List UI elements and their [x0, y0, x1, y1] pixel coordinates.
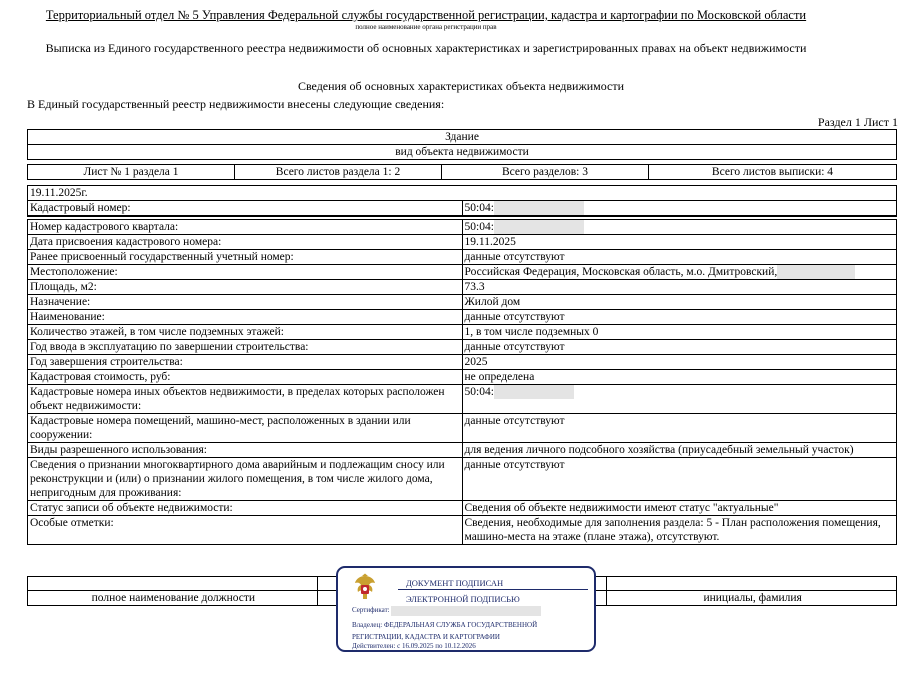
characteristic-value-text: Сведения об объекте недвижимости имеют статус "актуальные"	[464, 502, 779, 514]
characteristics-table	[27, 185, 897, 545]
characteristic-value	[462, 235, 897, 250]
characteristic-label: Дата присвоения кадастрового номера:	[28, 235, 463, 250]
name-caption: инициалы, фамилия	[607, 591, 897, 606]
characteristic-row	[28, 295, 897, 310]
characteristic-row	[28, 458, 897, 501]
section-sheet-count: Всего листов раздела 1: 2	[235, 165, 442, 180]
characteristic-row	[28, 340, 897, 355]
characteristic-label: Особые отметки:	[28, 516, 463, 545]
certificate-redaction	[391, 606, 541, 616]
characteristic-value	[462, 325, 897, 340]
characteristic-value-text: 1, в том числе подземных 0	[464, 326, 599, 338]
extract-title: Выписка из Единого государственного реестра недвижимости об основных характеристиках и зарегистрированных правах на объект недвижимости	[45, 41, 807, 55]
section-count: Всего разделов: 3	[442, 165, 649, 180]
characteristic-row	[28, 370, 897, 385]
stamp-title-line2: ЭЛЕКТРОННОЙ ПОДПИСЬЮ	[406, 594, 520, 604]
characteristic-value-text: 50:04:	[464, 221, 494, 233]
characteristic-value	[462, 340, 897, 355]
characteristic-label: Виды разрешенного использования:	[28, 443, 463, 458]
characteristic-label: Год завершения строительства:	[28, 355, 463, 370]
characteristic-value	[462, 355, 897, 370]
object-type: Здание	[28, 130, 897, 145]
characteristic-value	[462, 516, 897, 545]
stamp-title-line1: ДОКУМЕНТ ПОДПИСАН	[406, 578, 504, 588]
organization-caption: полное наименование органа регистрации прав	[355, 23, 497, 31]
characteristic-value	[462, 443, 897, 458]
position-caption: полное наименование должности	[28, 591, 318, 606]
characteristic-row	[28, 414, 897, 443]
object-type-caption: вид объекта недвижимости	[28, 145, 897, 160]
characteristic-label: Сведения о признании многоквартирного дома аварийным и подлежащим сносу или реконструкции и (или) о признании жилого помещения, в том числе жилого дома, непригодным для проживания:	[28, 458, 463, 501]
electronic-signature-stamp	[336, 566, 596, 652]
characteristic-value-text: 50:04:	[464, 386, 494, 398]
characteristic-label: Кадастровый номер:	[28, 201, 463, 217]
characteristic-value-text: Сведения, необходимые для заполнения раздела: 5 - План расположения помещения, машино-места на этаже (плане этажа), отсутствуют.	[464, 517, 881, 543]
characteristic-value-text: данные отсутствуют	[464, 341, 565, 353]
characteristic-value	[462, 414, 897, 443]
characteristic-label: Кадастровая стоимость, руб:	[28, 370, 463, 385]
characteristic-value-text: 2025	[464, 356, 488, 368]
characteristic-row	[28, 443, 897, 458]
characteristic-label: Количество этажей, в том числе подземных этажей:	[28, 325, 463, 340]
characteristic-label: Площадь, м2:	[28, 280, 463, 295]
characteristic-row	[28, 201, 897, 217]
characteristic-label: Местоположение:	[28, 265, 463, 280]
characteristic-row	[28, 235, 897, 250]
sheet-reference: Раздел 1 Лист 1	[817, 115, 898, 129]
characteristic-label: Назначение:	[28, 295, 463, 310]
characteristic-label: Номер кадастрового квартала:	[28, 220, 463, 235]
characteristic-label: Год ввода в эксплуатацию по завершении строительства:	[28, 340, 463, 355]
sheet-number: Лист № 1 раздела 1	[28, 165, 235, 180]
characteristic-row	[28, 310, 897, 325]
certificate-owner: Владелец: ФЕДЕРАЛЬНАЯ СЛУЖБА ГОСУДАРСТВЕННОЙ РЕГИСТРАЦИИ, КАДАСТРА И КАРТОГРАФИИ	[352, 621, 538, 641]
characteristic-row	[28, 250, 897, 265]
certificate-line	[352, 606, 541, 616]
characteristic-label: Кадастровые номера иных объектов недвижимости, в пределах которых расположен объект недвижимости:	[28, 385, 463, 414]
characteristic-value-text: данные отсутствуют	[464, 311, 565, 323]
redaction-block	[494, 201, 584, 215]
extract-sheet-count: Всего листов выписки: 4	[649, 165, 897, 180]
characteristic-row	[28, 220, 897, 235]
object-type-table	[27, 129, 897, 160]
characteristic-value-text: Жилой дом	[464, 296, 521, 308]
characteristic-value-text: не определена	[464, 371, 535, 383]
characteristic-label: Статус записи об объекте недвижимости:	[28, 501, 463, 516]
characteristic-label: Ранее присвоенный государственный учетный номер:	[28, 250, 463, 265]
redaction-block	[494, 220, 584, 234]
characteristic-value-text: данные отсутствуют	[464, 459, 565, 471]
characteristic-row	[28, 265, 897, 280]
characteristic-value	[462, 265, 897, 280]
characteristic-value	[462, 501, 897, 516]
extract-date: 19.11.2025г.	[28, 186, 897, 201]
characteristic-value	[462, 280, 897, 295]
sheet-info-table	[27, 164, 897, 180]
certificate-label: Сертификат:	[352, 606, 390, 614]
characteristic-value-text: данные отсутствуют	[464, 251, 565, 263]
characteristic-value	[462, 220, 897, 235]
characteristic-value-text: для ведения личного подсобного хозяйства (приусадебный земельный участок)	[464, 444, 854, 456]
characteristic-value-text: 19.11.2025	[464, 236, 516, 248]
characteristic-row	[28, 280, 897, 295]
characteristic-row	[28, 501, 897, 516]
characteristic-value	[462, 201, 897, 217]
coat-of-arms-icon	[350, 573, 380, 603]
characteristic-value	[462, 385, 897, 414]
characteristic-value-text: Российская Федерация, Московская область, м.о. Дмитровский,	[464, 266, 778, 278]
characteristic-value	[462, 310, 897, 325]
characteristic-row	[28, 516, 897, 545]
characteristic-value-text: данные отсутствуют	[464, 415, 565, 427]
intro-text: В Единый государственный реестр недвижимости внесены следующие сведения:	[27, 97, 445, 111]
characteristic-label: Наименование:	[28, 310, 463, 325]
certificate-validity: Действителен: с 16.09.2025 по 10.12.2026	[352, 642, 476, 650]
characteristic-value	[462, 295, 897, 310]
characteristic-row	[28, 325, 897, 340]
redaction-block	[777, 265, 855, 279]
characteristic-value-text: 73.3	[464, 281, 485, 293]
characteristic-value	[462, 458, 897, 501]
characteristic-row	[28, 385, 897, 414]
section-title: Сведения об основных характеристиках объекта недвижимости	[297, 79, 625, 93]
organization-name: Территориальный отдел № 5 Управления Федеральной службы государственной регистрации, кадастра и картографии по Московской области	[45, 8, 807, 22]
characteristic-row	[28, 355, 897, 370]
characteristic-value	[462, 370, 897, 385]
characteristic-label: Кадастровые номера помещений, машино-мест, расположенных в здании или сооружении:	[28, 414, 463, 443]
characteristic-value	[462, 250, 897, 265]
characteristic-value-text: 50:04:	[464, 202, 494, 214]
redaction-block	[494, 385, 574, 399]
